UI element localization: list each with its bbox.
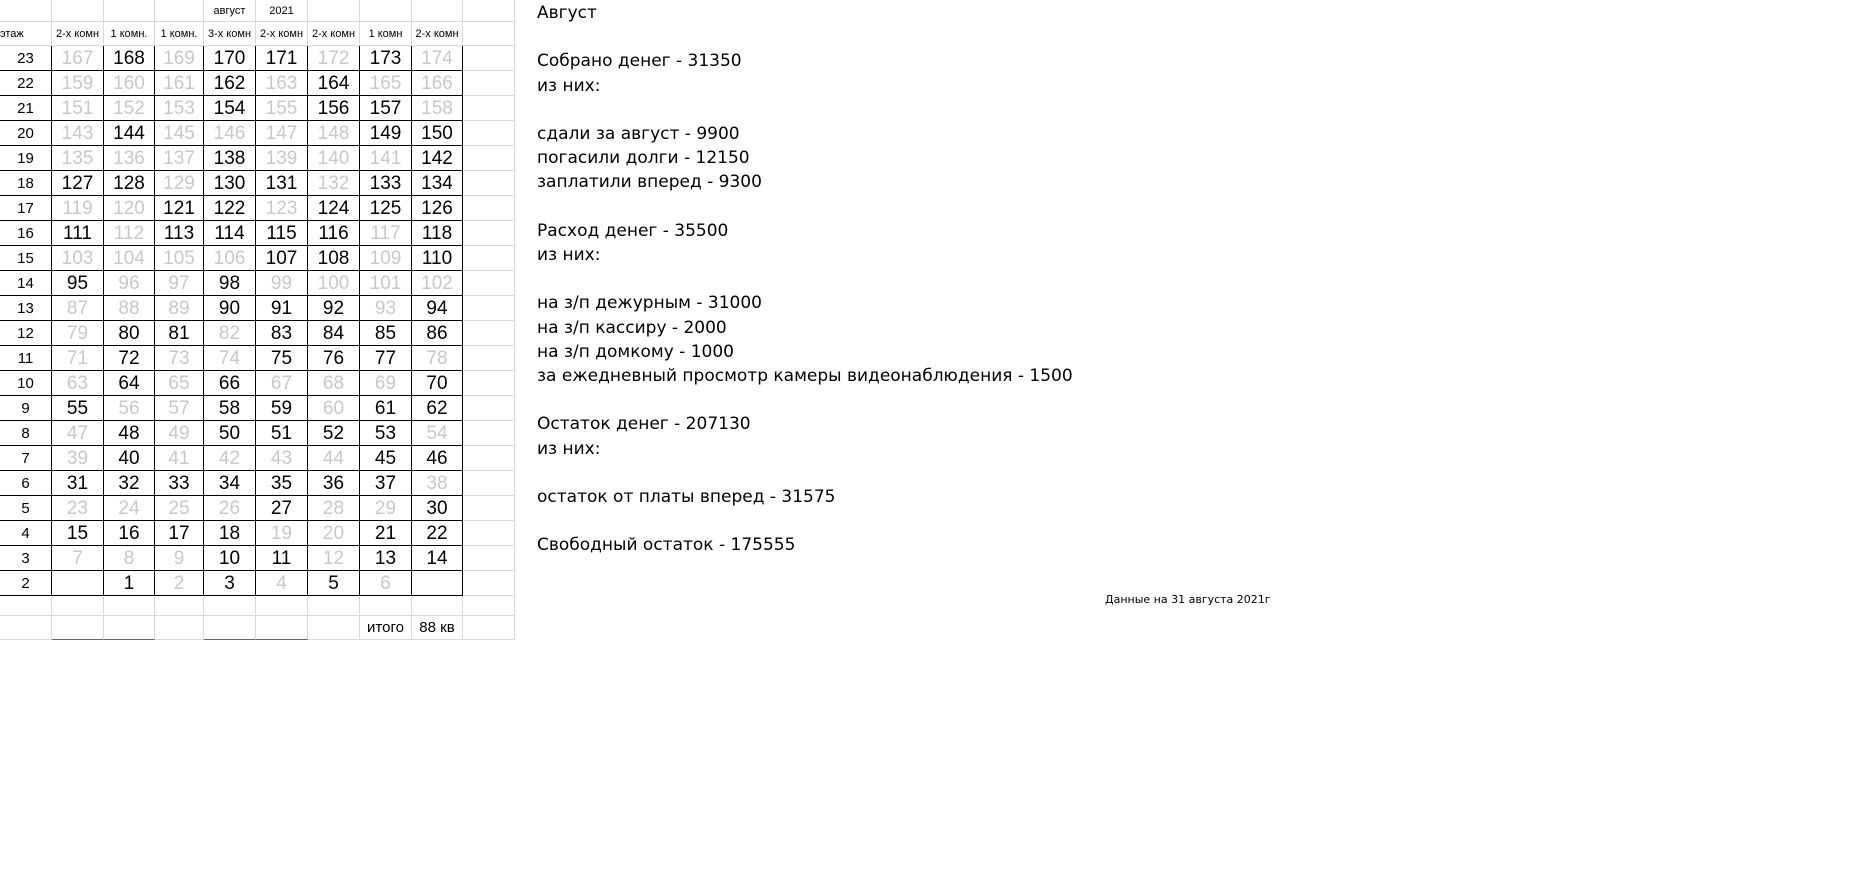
empty-cell[interactable] xyxy=(463,471,515,496)
empty-cell[interactable] xyxy=(204,596,256,616)
apartment-cell[interactable]: 146 xyxy=(204,121,256,146)
report-line: из них: xyxy=(537,245,601,265)
apartment-cell[interactable]: 167 xyxy=(52,46,104,71)
empty-cell[interactable] xyxy=(52,0,104,22)
apartment-cell[interactable]: 93 xyxy=(360,296,412,321)
apartment-cell[interactable]: 29 xyxy=(360,496,412,521)
apartment-cell[interactable]: 115 xyxy=(256,221,308,246)
floor-number[interactable]: 18 xyxy=(0,171,52,196)
apartment-type-header[interactable]: 2-х комн xyxy=(256,22,308,46)
month-cell[interactable]: август xyxy=(204,0,256,22)
apartment-cell[interactable]: 17 xyxy=(155,521,204,546)
report-line: на з/п домкому - 1000 xyxy=(537,341,734,362)
apartment-cell[interactable]: 94 xyxy=(412,296,463,321)
apartment-cell[interactable]: 11 xyxy=(256,546,308,571)
apartment-cell[interactable]: 79 xyxy=(52,321,104,346)
apartment-cell[interactable]: 76 xyxy=(308,346,360,371)
report-line: Собрано денег - 31350 xyxy=(537,51,742,72)
apartment-cell[interactable]: 133 xyxy=(360,171,412,196)
floor-number[interactable]: 13 xyxy=(0,296,52,321)
empty-cell[interactable] xyxy=(0,0,52,22)
apartment-cell[interactable]: 139 xyxy=(256,146,308,171)
apartment-cell[interactable]: 129 xyxy=(155,171,204,196)
empty-cell[interactable] xyxy=(155,0,204,22)
apartment-cell[interactable]: 169 xyxy=(155,46,204,71)
apartment-cell[interactable]: 7 xyxy=(52,546,104,571)
empty-cell[interactable] xyxy=(308,0,360,22)
report-line: Остаток денег - 207130 xyxy=(537,414,751,435)
empty-cell[interactable] xyxy=(0,616,52,640)
apartment-cell[interactable]: 143 xyxy=(52,121,104,146)
floor-number[interactable]: 6 xyxy=(0,471,52,496)
apartment-cell[interactable]: 82 xyxy=(204,321,256,346)
floor-number[interactable]: 15 xyxy=(0,246,52,271)
apartment-type-header[interactable]: 2-х комн xyxy=(412,22,463,46)
apartment-cell[interactable]: 45 xyxy=(360,446,412,471)
apartment-type-header[interactable]: 2-х комн xyxy=(308,22,360,46)
report-line: из них: xyxy=(537,438,601,459)
apartment-type-header[interactable]: 1 комн xyxy=(360,22,412,46)
apartment-cell[interactable]: 144 xyxy=(104,121,155,146)
empty-cell[interactable] xyxy=(256,596,308,616)
apartment-cell[interactable]: 30 xyxy=(412,496,463,521)
floor-number[interactable]: 16 xyxy=(0,221,52,246)
report-line: из них: xyxy=(537,75,601,96)
apartment-cell[interactable]: 62 xyxy=(412,396,463,421)
apartment-cell[interactable]: 75 xyxy=(256,346,308,371)
apartment-cell[interactable]: 171 xyxy=(256,46,308,71)
apartment-type-header[interactable]: 1 комн. xyxy=(104,22,155,46)
empty-cell[interactable] xyxy=(463,321,515,346)
empty-cell[interactable] xyxy=(360,0,412,22)
empty-cell[interactable] xyxy=(463,571,515,596)
apartment-cell[interactable]: 95 xyxy=(52,271,104,296)
apartment-cell[interactable]: 96 xyxy=(104,271,155,296)
apartment-cell[interactable]: 170 xyxy=(204,46,256,71)
apartment-cell[interactable]: 31 xyxy=(52,471,104,496)
empty-cell[interactable] xyxy=(308,616,360,640)
year-cell[interactable]: 2021 xyxy=(256,0,308,22)
apartment-cell[interactable]: 108 xyxy=(308,246,360,271)
apartment-cell[interactable]: 105 xyxy=(155,246,204,271)
apartment-cell[interactable]: 25 xyxy=(155,496,204,521)
apartment-cell[interactable]: 15 xyxy=(52,521,104,546)
apartment-cell[interactable]: 121 xyxy=(155,196,204,221)
apartment-cell[interactable]: 159 xyxy=(52,71,104,96)
apartment-cell[interactable]: 102 xyxy=(412,271,463,296)
apartment-cell[interactable]: 78 xyxy=(412,346,463,371)
apartment-cell[interactable]: 172 xyxy=(308,46,360,71)
apartment-cell[interactable]: 130 xyxy=(204,171,256,196)
report-line: заплатили вперед - 9300 xyxy=(537,172,762,193)
apartment-cell[interactable]: 122 xyxy=(204,196,256,221)
empty-cell[interactable] xyxy=(308,596,360,616)
apartment-cell[interactable]: 165 xyxy=(360,71,412,96)
floor-number[interactable]: 8 xyxy=(0,421,52,446)
apartment-cell[interactable]: 154 xyxy=(204,96,256,121)
apartment-cell[interactable]: 140 xyxy=(308,146,360,171)
apartment-cell[interactable]: 23 xyxy=(52,496,104,521)
empty-cell[interactable] xyxy=(463,596,515,616)
empty-cell[interactable] xyxy=(463,171,515,196)
empty-cell[interactable] xyxy=(256,616,308,640)
empty-cell[interactable] xyxy=(463,46,515,71)
apartment-cell[interactable]: 51 xyxy=(256,421,308,446)
empty-cell[interactable] xyxy=(412,596,463,616)
apartment-cell[interactable]: 40 xyxy=(104,446,155,471)
empty-cell[interactable] xyxy=(463,96,515,121)
apartment-cell[interactable]: 148 xyxy=(308,121,360,146)
apartment-cell[interactable]: 86 xyxy=(412,321,463,346)
apartment-cell[interactable]: 1 xyxy=(104,571,155,596)
floor-number[interactable]: 21 xyxy=(0,96,52,121)
apartment-cell[interactable]: 164 xyxy=(308,71,360,96)
apartment-cell[interactable]: 32 xyxy=(104,471,155,496)
apartment-cell[interactable]: 13 xyxy=(360,546,412,571)
floor-number[interactable]: 11 xyxy=(0,346,52,371)
floor-number[interactable]: 2 xyxy=(0,571,52,596)
apartment-cell[interactable]: 162 xyxy=(204,71,256,96)
apartment-cell[interactable]: 49 xyxy=(155,421,204,446)
apartment-cell[interactable]: 10 xyxy=(204,546,256,571)
apartment-cell[interactable]: 16 xyxy=(104,521,155,546)
apartment-cell[interactable]: 128 xyxy=(104,171,155,196)
apartment-cell[interactable]: 125 xyxy=(360,196,412,221)
apartment-cell[interactable]: 80 xyxy=(104,321,155,346)
apartment-cell[interactable]: 124 xyxy=(308,196,360,221)
apartment-cell[interactable]: 28 xyxy=(308,496,360,521)
apartment-cell[interactable]: 85 xyxy=(360,321,412,346)
empty-cell[interactable] xyxy=(463,421,515,446)
apartment-type-header[interactable]: 2-х комн xyxy=(52,22,104,46)
empty-cell[interactable] xyxy=(463,271,515,296)
apartment-cell[interactable]: 54 xyxy=(412,421,463,446)
apartment-cell[interactable]: 152 xyxy=(104,96,155,121)
report-line: за ежедневный просмотр камеры видеонаблюдения - 1500 xyxy=(537,366,1073,386)
apartment-cell[interactable]: 141 xyxy=(360,146,412,171)
apartment-cell[interactable]: 126 xyxy=(412,196,463,221)
apartment-cell[interactable]: 163 xyxy=(256,71,308,96)
apartment-cell[interactable]: 43 xyxy=(256,446,308,471)
report-line: Расход денег - 35500 xyxy=(537,220,729,241)
apartment-cell[interactable]: 20 xyxy=(308,521,360,546)
apartment-cell[interactable]: 37 xyxy=(360,471,412,496)
apartment-cell[interactable]: 160 xyxy=(104,71,155,96)
empty-cell[interactable] xyxy=(204,616,256,640)
apartment-cell[interactable]: 138 xyxy=(204,146,256,171)
report-date-note: Данные на 31 августа 2021г xyxy=(1105,593,1271,606)
empty-cell[interactable] xyxy=(463,71,515,96)
empty-cell[interactable] xyxy=(463,496,515,521)
apartment-cell[interactable]: 70 xyxy=(412,371,463,396)
apartment-cell[interactable] xyxy=(412,571,463,596)
apartment-cell[interactable]: 119 xyxy=(52,196,104,221)
apartment-cell[interactable]: 107 xyxy=(256,246,308,271)
apartment-cell[interactable]: 57 xyxy=(155,396,204,421)
apartment-cell[interactable]: 8 xyxy=(104,546,155,571)
apartment-cell[interactable]: 18 xyxy=(204,521,256,546)
apartment-cell[interactable]: 56 xyxy=(104,396,155,421)
report-line: на з/п дежурным - 31000 xyxy=(537,293,762,314)
apartment-cell[interactable]: 3 xyxy=(204,571,256,596)
apartment-cell[interactable]: 9 xyxy=(155,546,204,571)
report-line: на з/п кассиру - 2000 xyxy=(537,317,727,338)
total-value[interactable]: 88 кв xyxy=(412,616,463,640)
apartment-cell[interactable]: 52 xyxy=(308,421,360,446)
apartment-cell[interactable]: 47 xyxy=(52,421,104,446)
apartment-cell[interactable]: 38 xyxy=(412,471,463,496)
apartment-cell[interactable]: 55 xyxy=(52,396,104,421)
apartment-cell[interactable]: 112 xyxy=(104,221,155,246)
apartment-cell[interactable]: 34 xyxy=(204,471,256,496)
report-line: сдали за август - 9900 xyxy=(537,124,740,144)
apartment-cell[interactable]: 110 xyxy=(412,246,463,271)
apartment-cell[interactable]: 64 xyxy=(104,371,155,396)
report-line: Свободный остаток - 175555 xyxy=(537,535,796,556)
report-line: Август xyxy=(537,3,597,23)
empty-cell[interactable] xyxy=(155,596,204,616)
apartment-cell[interactable]: 24 xyxy=(104,496,155,521)
apartment-cell[interactable]: 89 xyxy=(155,296,204,321)
apartment-cell[interactable]: 12 xyxy=(308,546,360,571)
apartment-cell[interactable]: 6 xyxy=(360,571,412,596)
empty-cell[interactable] xyxy=(155,616,204,640)
apartment-cell[interactable]: 60 xyxy=(308,396,360,421)
apartment-cell[interactable]: 83 xyxy=(256,321,308,346)
floor-number[interactable]: 7 xyxy=(0,446,52,471)
apartment-cell[interactable]: 5 xyxy=(308,571,360,596)
apartment-cell[interactable]: 120 xyxy=(104,196,155,221)
empty-cell[interactable] xyxy=(463,446,515,471)
apartment-cell[interactable]: 59 xyxy=(256,396,308,421)
apartment-cell[interactable]: 33 xyxy=(155,471,204,496)
apartment-cell[interactable]: 14 xyxy=(412,546,463,571)
apartment-cell[interactable]: 135 xyxy=(52,146,104,171)
floor-number[interactable]: 19 xyxy=(0,146,52,171)
apartment-cell[interactable]: 21 xyxy=(360,521,412,546)
floor-number[interactable]: 23 xyxy=(0,46,52,71)
apartment-cell[interactable]: 63 xyxy=(52,371,104,396)
apartment-cell[interactable]: 109 xyxy=(360,246,412,271)
apartment-cell[interactable]: 61 xyxy=(360,396,412,421)
floor-number[interactable]: 22 xyxy=(0,71,52,96)
apartment-cell[interactable]: 155 xyxy=(256,96,308,121)
apartment-type-header[interactable]: 1 комн. xyxy=(155,22,204,46)
apartment-cell[interactable]: 142 xyxy=(412,146,463,171)
apartment-cell[interactable]: 104 xyxy=(104,246,155,271)
apartment-type-header[interactable]: 3-х комн xyxy=(204,22,256,46)
apartment-cell[interactable]: 111 xyxy=(52,221,104,246)
apartment-cell[interactable]: 72 xyxy=(104,346,155,371)
apartment-cell[interactable]: 65 xyxy=(155,371,204,396)
apartment-cell[interactable]: 114 xyxy=(204,221,256,246)
report-line: остаток от платы вперед - 31575 xyxy=(537,487,836,507)
apartment-cell[interactable]: 44 xyxy=(308,446,360,471)
apartment-cell[interactable]: 136 xyxy=(104,146,155,171)
apartment-cell[interactable]: 106 xyxy=(204,246,256,271)
apartment-cell[interactable]: 166 xyxy=(412,71,463,96)
apartment-cell[interactable]: 174 xyxy=(412,46,463,71)
empty-cell[interactable] xyxy=(463,546,515,571)
empty-cell[interactable] xyxy=(104,596,155,616)
floor-number[interactable]: 12 xyxy=(0,321,52,346)
apartment-cell[interactable]: 127 xyxy=(52,171,104,196)
apartment-cell[interactable]: 88 xyxy=(104,296,155,321)
apartment-cell[interactable]: 48 xyxy=(104,421,155,446)
floor-number[interactable]: 10 xyxy=(0,371,52,396)
apartment-cell[interactable]: 99 xyxy=(256,271,308,296)
apartment-cell[interactable]: 50 xyxy=(204,421,256,446)
floor-header[interactable]: этаж xyxy=(0,22,52,46)
apartment-cell[interactable]: 151 xyxy=(52,96,104,121)
apartment-cell[interactable]: 71 xyxy=(52,346,104,371)
apartment-cell[interactable]: 4 xyxy=(256,571,308,596)
empty-cell[interactable] xyxy=(463,121,515,146)
empty-cell[interactable] xyxy=(463,396,515,421)
apartment-cell[interactable]: 145 xyxy=(155,121,204,146)
apartment-cell[interactable]: 74 xyxy=(204,346,256,371)
empty-cell[interactable] xyxy=(463,146,515,171)
apartment-cell[interactable]: 117 xyxy=(360,221,412,246)
empty-cell[interactable] xyxy=(463,616,515,640)
apartment-cell[interactable]: 116 xyxy=(308,221,360,246)
apartment-cell[interactable]: 68 xyxy=(308,371,360,396)
apartment-cell[interactable]: 36 xyxy=(308,471,360,496)
floor-number[interactable]: 17 xyxy=(0,196,52,221)
apartment-cell[interactable]: 35 xyxy=(256,471,308,496)
apartment-cell[interactable]: 123 xyxy=(256,196,308,221)
apartment-cell[interactable]: 2 xyxy=(155,571,204,596)
apartment-cell[interactable]: 103 xyxy=(52,246,104,271)
apartment-cell[interactable]: 42 xyxy=(204,446,256,471)
empty-cell[interactable] xyxy=(360,596,412,616)
floor-number[interactable]: 14 xyxy=(0,271,52,296)
apartment-cell[interactable]: 22 xyxy=(412,521,463,546)
apartment-cell[interactable]: 26 xyxy=(204,496,256,521)
empty-cell[interactable] xyxy=(463,346,515,371)
empty-cell[interactable] xyxy=(104,616,155,640)
apartment-cell[interactable]: 132 xyxy=(308,171,360,196)
empty-cell[interactable] xyxy=(463,22,515,46)
apartment-cell[interactable]: 66 xyxy=(204,371,256,396)
apartment-cell[interactable]: 153 xyxy=(155,96,204,121)
empty-cell[interactable] xyxy=(52,616,104,640)
apartment-cell[interactable]: 158 xyxy=(412,96,463,121)
apartment-cell[interactable]: 97 xyxy=(155,271,204,296)
apartment-cell[interactable]: 173 xyxy=(360,46,412,71)
apartment-cell[interactable]: 168 xyxy=(104,46,155,71)
floor-number[interactable]: 4 xyxy=(0,521,52,546)
apartment-cell[interactable]: 46 xyxy=(412,446,463,471)
apartment-cell[interactable]: 41 xyxy=(155,446,204,471)
apartment-cell[interactable]: 134 xyxy=(412,171,463,196)
floor-number[interactable]: 5 xyxy=(0,496,52,521)
apartment-cell[interactable]: 53 xyxy=(360,421,412,446)
floor-number[interactable]: 20 xyxy=(0,121,52,146)
apartment-cell[interactable]: 118 xyxy=(412,221,463,246)
empty-cell[interactable] xyxy=(463,296,515,321)
apartment-cell[interactable]: 58 xyxy=(204,396,256,421)
apartment-cell[interactable]: 161 xyxy=(155,71,204,96)
apartment-cell[interactable]: 87 xyxy=(52,296,104,321)
apartment-cell[interactable]: 157 xyxy=(360,96,412,121)
empty-cell[interactable] xyxy=(463,0,515,22)
apartment-cell[interactable]: 156 xyxy=(308,96,360,121)
apartment-cell[interactable]: 73 xyxy=(155,346,204,371)
empty-cell[interactable] xyxy=(412,0,463,22)
apartment-cell[interactable] xyxy=(52,571,104,596)
floor-number[interactable]: 3 xyxy=(0,546,52,571)
empty-cell[interactable] xyxy=(463,196,515,221)
apartment-cell[interactable]: 100 xyxy=(308,271,360,296)
apartment-cell[interactable]: 131 xyxy=(256,171,308,196)
floor-number[interactable]: 9 xyxy=(0,396,52,421)
apartment-cell[interactable]: 101 xyxy=(360,271,412,296)
apartment-cell[interactable]: 149 xyxy=(360,121,412,146)
apartment-cell[interactable]: 67 xyxy=(256,371,308,396)
apartment-cell[interactable]: 90 xyxy=(204,296,256,321)
apartment-cell[interactable]: 19 xyxy=(256,521,308,546)
apartment-cell[interactable]: 147 xyxy=(256,121,308,146)
apartment-cell[interactable]: 113 xyxy=(155,221,204,246)
apartment-cell[interactable]: 137 xyxy=(155,146,204,171)
empty-cell[interactable] xyxy=(463,371,515,396)
apartment-cell[interactable]: 98 xyxy=(204,271,256,296)
total-label[interactable]: итого xyxy=(360,616,412,640)
empty-cell[interactable] xyxy=(463,221,515,246)
apartment-cell[interactable]: 69 xyxy=(360,371,412,396)
apartment-cell[interactable]: 39 xyxy=(52,446,104,471)
apartment-cell[interactable]: 77 xyxy=(360,346,412,371)
empty-cell[interactable] xyxy=(0,596,52,616)
apartment-cell[interactable]: 92 xyxy=(308,296,360,321)
apartment-cell[interactable]: 91 xyxy=(256,296,308,321)
empty-cell[interactable] xyxy=(52,596,104,616)
apartment-cell[interactable]: 150 xyxy=(412,121,463,146)
report-line: погасили долги - 12150 xyxy=(537,148,750,169)
empty-cell[interactable] xyxy=(104,0,155,22)
empty-cell[interactable] xyxy=(463,246,515,271)
apartment-cell[interactable]: 84 xyxy=(308,321,360,346)
apartment-cell[interactable]: 27 xyxy=(256,496,308,521)
empty-cell[interactable] xyxy=(463,521,515,546)
apartment-cell[interactable]: 81 xyxy=(155,321,204,346)
